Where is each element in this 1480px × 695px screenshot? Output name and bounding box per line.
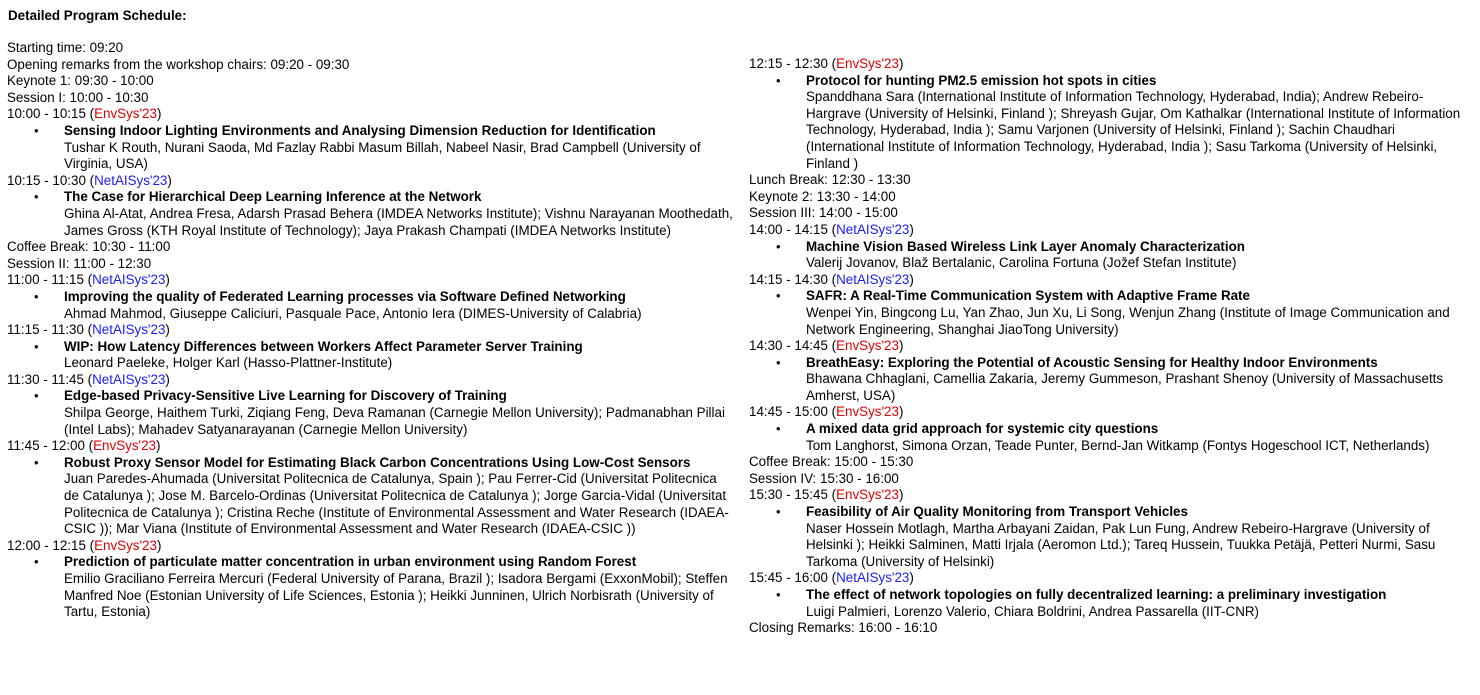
talk-authors: Luigi Palmieri, Lorenzo Valerio, Chiara Boldrini, Andrea Passarella (IIT-CNR) — [806, 603, 1259, 619]
schedule-line: Session III: 14:00 - 15:00 — [749, 205, 898, 221]
talk-entry — [7, 189, 735, 239]
slot-time: 12:15 - 12:30 — [749, 56, 828, 71]
workshop-tag: EnvSys'23 — [836, 338, 899, 354]
talk-authors: Tushar K Routh, Nurani Saoda, Md Fazlay Rabbi Masum Billah, Nabeel Nasir, Brad Campbell (University of Virginia, USA) — [64, 139, 701, 172]
schedule-line: Coffee Break: 15:00 - 15:30 — [749, 454, 914, 470]
talk-title: Prediction of particulate matter concentration in urban environment using Random Forest — [64, 554, 637, 570]
slot-time: 11:30 - 11:45 — [7, 371, 84, 387]
schedule-column-left — [7, 40, 735, 621]
workshop-tag: NetAISys'23 — [836, 221, 910, 237]
workshop-tag: EnvSys'23 — [94, 106, 157, 122]
talk-authors: Emilio Graciliano Ferreira Mercuri (Federal University of Parana, Brazil ); Isadora Bergami (ExxonMobil); Steffen Manfred Noe (Estonian University of Life Sciences, Estonia ); Heikki Junninen, Ulrich Norbisrath (University of Tartu, Estonia) — [64, 571, 728, 620]
time-slot: 11:00 - 11:15 (NetAISys'23) — [7, 272, 170, 288]
talk-authors: Valerij Jovanov, Blaž Bertalanic, Carolina Fortuna (Jožef Stefan Institute) — [806, 255, 1237, 271]
workshop-tag: EnvSys'23 — [836, 487, 899, 503]
time-slot: 11:45 - 12:00 (EnvSys'23) — [7, 438, 161, 454]
bullet-icon: • — [34, 122, 39, 138]
talk-authors: Wenpei Yin, Bingcong Lu, Yan Zhao, Jun Xu, Li Song, Wenjun Zhang (Institute of Image Communication and Network Engineering, Shanghai JiaoTong University) — [806, 304, 1450, 337]
bullet-icon: • — [776, 504, 781, 520]
schedule-line: Opening remarks from the workshop chairs: 09:20 - 09:30 — [7, 56, 350, 72]
workshop-tag: EnvSys'23 — [94, 537, 157, 553]
time-slot: 14:45 - 15:00 (EnvSys'23) — [749, 404, 904, 420]
talk-entry — [749, 421, 1475, 454]
time-slot: 10:00 - 10:15 (EnvSys'23) — [7, 106, 162, 122]
schedule-column-right — [749, 56, 1475, 637]
workshop-tag: EnvSys'23 — [836, 404, 899, 420]
workshop-tag: NetAISys'23 — [92, 371, 166, 387]
talk-entry — [749, 73, 1475, 173]
talk-entry — [749, 288, 1475, 338]
talk-entry — [749, 504, 1475, 570]
talk-entry — [7, 554, 735, 620]
bullet-icon: • — [776, 421, 781, 437]
talk-title: Sensing Indoor Lighting Environments and Analysing Dimension Reduction for Identification — [64, 122, 656, 138]
schedule-line: Closing Remarks: 16:00 - 16:10 — [749, 620, 938, 636]
talk-entry — [749, 355, 1475, 405]
slot-time: 10:15 - 10:30 — [7, 172, 86, 188]
slot-time: 14:30 - 14:45 — [749, 338, 828, 354]
talk-title: The effect of network topologies on fully decentralized learning: a preliminary investigation — [806, 587, 1387, 602]
slot-time: 11:00 - 11:15 — [7, 272, 84, 288]
bullet-icon: • — [34, 189, 39, 205]
schedule-line: Session IV: 15:30 - 16:00 — [749, 470, 899, 486]
talk-entry — [7, 388, 735, 438]
time-slot: 14:15 - 14:30 (NetAISys'23) — [749, 271, 914, 287]
time-slot: 14:00 - 14:15 (NetAISys'23) — [749, 221, 914, 237]
workshop-tag: NetAISys'23 — [94, 172, 168, 188]
slot-time: 15:45 - 16:00 — [749, 570, 828, 586]
bullet-icon: • — [34, 454, 39, 470]
workshop-tag: EnvSys'23 — [836, 56, 899, 71]
slot-time: 14:00 - 14:15 — [749, 221, 828, 237]
talk-entry — [7, 289, 735, 322]
slot-time: 12:00 - 12:15 — [7, 537, 86, 553]
bullet-icon: • — [776, 72, 781, 88]
slot-time: 10:00 - 10:15 — [7, 106, 86, 122]
talk-title: The Case for Hierarchical Deep Learning Inference at the Network — [64, 189, 482, 205]
slot-time: 11:15 - 11:30 — [7, 322, 84, 338]
time-slot: 11:30 - 11:45 (NetAISys'23) — [7, 371, 170, 387]
talk-entry — [7, 339, 735, 372]
bullet-icon: • — [776, 354, 781, 370]
schedule-line: Coffee Break: 10:30 - 11:00 — [7, 239, 171, 255]
schedule-line: Keynote 1: 09:30 - 10:00 — [7, 73, 154, 89]
talk-entry — [749, 587, 1475, 620]
talk-title: WIP: How Latency Differences between Workers Affect Parameter Server Training — [64, 338, 583, 354]
bullet-icon: • — [776, 587, 781, 602]
bullet-icon: • — [34, 388, 39, 404]
workshop-tag: NetAISys'23 — [836, 271, 910, 287]
time-slot: 10:15 - 10:30 (NetAISys'23) — [7, 172, 172, 188]
talk-title: Machine Vision Based Wireless Link Layer Anomaly Characterization — [806, 238, 1245, 254]
talk-authors: Spanddhana Sara (International Institute of Information Technology, Hyderabad, India); Andrew Rebeiro-Hargrave (University of Helsinki, Finland ); Shreyash Gujar, Om Kathalkar (International Institute of Information Technology, Hyderabad, India ); Samu Varjonen (University of Helsinki, Finland ); Sachin Chaudhari (International Institute of Information Technology, Hyderabad, India ); Sasu Tarkoma (University of Helsinki, Finland ) — [806, 89, 1461, 171]
talk-authors: Naser Hossein Motlagh, Martha Arbayani Zaidan, Pak Lun Fung, Andrew Rebeiro-Hargrave (University of Helsinki ); Heikki Salminen, Matti Irjala (Aeromon Ltd.); Tareq Hussein, Tuukka Petäjä, Petteri Nurmi, Sasu Tarkoma (University of Helsinki) — [806, 520, 1436, 569]
workshop-tag: EnvSys'23 — [93, 438, 156, 454]
slot-time: 14:45 - 15:00 — [749, 404, 828, 420]
talk-authors: Juan Paredes-Ahumada (Universitat Politecnica de Catalunya, Spain ); Pau Ferrer-Cid (Universitat Politecnica de Catalunya ); Jose M. Barcelo-Ordinas (Universitat Politecnica de Catalunya ); Jorge Garcia-Vidal (Universitat Politecnica de Catalunya ); Cristina Reche (Institute of Environmental Assessment and Water Research (IDAEA-CSIC )); Mar Viana (Institute of Environmental Assessment and Water Research (IDAEA-CSIC )) — [64, 471, 729, 537]
bullet-icon: • — [34, 554, 39, 570]
time-slot: 15:30 - 15:45 (EnvSys'23) — [749, 487, 904, 503]
workshop-tag: NetAISys'23 — [92, 322, 166, 338]
talk-title: SAFR: A Real-Time Communication System with Adaptive Frame Rate — [806, 288, 1250, 304]
talk-authors: Tom Langhorst, Simona Orzan, Teade Punter, Bernd-Jan Witkamp (Fontys Hogeschool ICT, Netherlands) — [806, 437, 1430, 453]
talk-authors: Ghina Al-Atat, Andrea Fresa, Adarsh Prasad Behera (IMDEA Networks Institute); Vishnu Narayanan Moothedath, James Gross (KTH Royal Institute of Technology); Jaya Prakash Champati (IMDEA Networks Institute) — [64, 205, 733, 238]
time-slot: 15:45 - 16:00 (NetAISys'23) — [749, 570, 914, 586]
talk-authors: Leonard Paeleke, Holger Karl (Hasso-Plattner-Institute) — [64, 355, 393, 371]
slot-time: 14:15 - 14:30 — [749, 271, 828, 287]
talk-title: Feasibility of Air Quality Monitoring from Transport Vehicles — [806, 504, 1188, 520]
talk-title: Edge-based Privacy-Sensitive Live Learning for Discovery of Training — [64, 388, 507, 404]
schedule-line: Session I: 10:00 - 10:30 — [7, 89, 149, 105]
talk-title: A mixed data grid approach for systemic city questions — [806, 421, 1159, 437]
talk-entry — [7, 123, 735, 173]
bullet-icon: • — [776, 288, 781, 304]
slot-time: 11:45 - 12:00 — [7, 438, 85, 454]
talk-authors: Bhawana Chhaglani, Camellia Zakaria, Jeremy Gummeson, Prashant Shenoy (University of Massachusetts Amherst, USA) — [806, 371, 1444, 403]
time-slot: 12:15 - 12:30 (EnvSys'23) — [749, 56, 904, 71]
bullet-icon: • — [34, 338, 39, 354]
time-slot: 14:30 - 14:45 (EnvSys'23) — [749, 338, 904, 354]
schedule-line: Starting time: 09:20 — [7, 40, 124, 55]
talk-entry — [7, 455, 735, 538]
schedule-line: Lunch Break: 12:30 - 13:30 — [749, 172, 911, 188]
talk-title: Protocol for hunting PM2.5 emission hot spots in cities — [806, 72, 1157, 88]
page-title: Detailed Program Schedule: — [8, 8, 187, 23]
talk-title: BreathEasy: Exploring the Potential of Acoustic Sensing for Healthy Indoor Environments — [806, 354, 1378, 370]
talk-title: Robust Proxy Sensor Model for Estimating Black Carbon Concentrations Using Low-Cost Sensors — [64, 454, 691, 470]
workshop-tag: NetAISys'23 — [92, 272, 166, 288]
bullet-icon: • — [34, 288, 39, 304]
workshop-tag: NetAISys'23 — [836, 570, 910, 586]
schedule-line: Session II: 11:00 - 12:30 — [7, 255, 152, 271]
bullet-icon: • — [776, 238, 781, 254]
talk-authors: Ahmad Mahmod, Giuseppe Caliciuri, Pasquale Pace, Antonio Iera (DIMES-University of Calabria) — [64, 305, 642, 321]
time-slot: 11:15 - 11:30 (NetAISys'23) — [7, 322, 170, 338]
schedule-line: Keynote 2: 13:30 - 14:00 — [749, 188, 896, 204]
slot-time: 15:30 - 15:45 — [749, 487, 828, 503]
talk-authors: Shilpa George, Haithem Turki, Ziqiang Feng, Deva Ramanan (Carnegie Mellon University); Padmanabhan Pillai (Intel Labs); Mahadev Satyanarayanan (Carnegie Mellon University) — [64, 405, 725, 437]
time-slot: 12:00 - 12:15 (EnvSys'23) — [7, 537, 162, 553]
talk-entry — [749, 239, 1475, 272]
talk-title: Improving the quality of Federated Learning processes via Software Defined Networking — [64, 288, 626, 304]
